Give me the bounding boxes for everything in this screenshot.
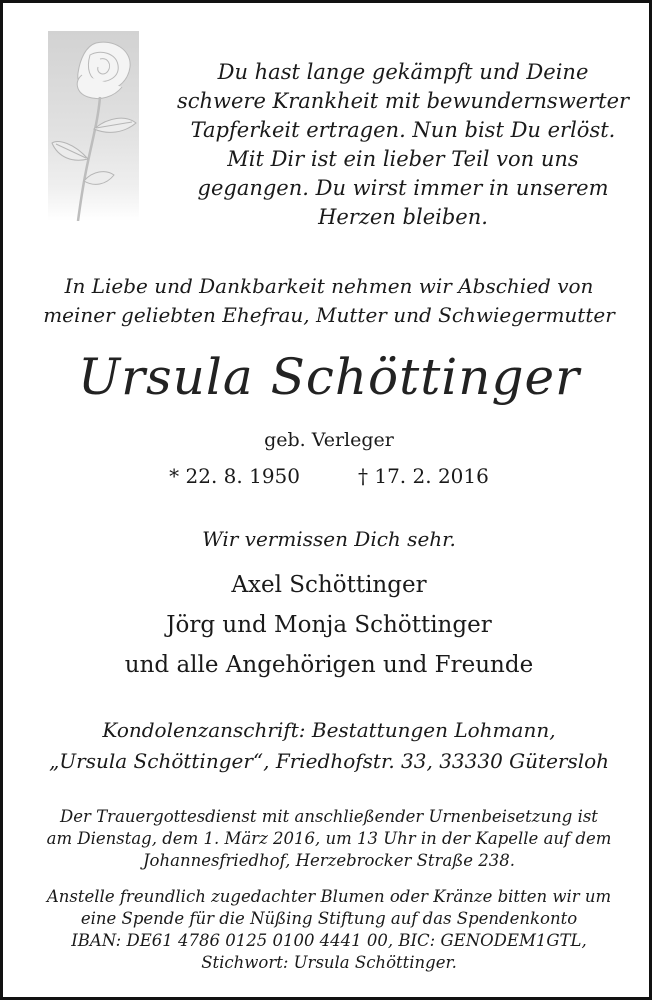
mourner-name: Axel Schöttinger	[231, 572, 427, 598]
poem-line: Mit Dir ist ein lieber Teil von uns	[227, 147, 579, 171]
deceased-name: Ursula Schöttinger	[77, 348, 581, 406]
funeral-line: Johannesfriedhof, Herzebrocker Straße 238.	[142, 851, 516, 870]
condolence-address	[3, 715, 652, 777]
poem	[153, 58, 652, 232]
funeral-line: Der Trauergottesdienst mit anschließender Urnenbeisetzung ist	[60, 807, 598, 826]
poem-line: Herzen bleiben.	[318, 205, 488, 229]
message: Wir vermissen Dich sehr.	[202, 527, 456, 551]
mourner-name: Jörg und Monja Schöttinger	[166, 612, 492, 638]
poem-line: gegangen. Du wirst immer in unserem	[197, 176, 609, 200]
death-date: † 17. 2. 2016	[358, 464, 489, 488]
donation-line: Stichwort: Ursula Schöttinger.	[201, 953, 457, 972]
condolence-line: „Ursula Schöttinger“, Friedhofstr. 33, 33330 Gütersloh	[48, 749, 610, 773]
intro-line: meiner geliebten Ehefrau, Mutter und Schwiegermutter	[43, 303, 615, 327]
donation-line: Anstelle freundlich zugedachter Blumen oder Kränze bitten wir um	[46, 887, 612, 906]
rose-icon	[48, 31, 139, 221]
poem-line: Du hast lange gekämpft und Deine	[217, 60, 589, 84]
life-dates	[3, 462, 652, 490]
birth-date: * 22. 8. 1950	[169, 464, 300, 488]
funeral-line: am Dienstag, dem 1. März 2016, um 13 Uhr in der Kapelle auf dem	[46, 829, 612, 848]
mourner-name: und alle Angehörigen und Freunde	[124, 652, 534, 678]
poem-line: Tapferkeit ertragen. Nun bist Du erlöst.	[190, 118, 616, 142]
donation-line: IBAN: DE61 4786 0125 0100 4441 00, BIC: GENODEM1GTL,	[71, 931, 587, 950]
farewell-intro	[3, 272, 652, 330]
donation-line: eine Spende für die Nüßing Stiftung auf das Spendenkonto	[80, 909, 578, 928]
rose-image	[48, 31, 139, 221]
donation-notice	[3, 886, 652, 974]
birth-name: geb. Verleger	[264, 429, 394, 451]
condolence-line: Kondolenzanschrift: Bestattungen Lohmann,	[102, 718, 556, 742]
intro-line: In Liebe und Dankbarkeit nehmen wir Abschied von	[64, 274, 594, 298]
poem-line: schwere Krankheit mit bewundernswerter	[176, 89, 630, 113]
funeral-notice	[3, 806, 652, 872]
